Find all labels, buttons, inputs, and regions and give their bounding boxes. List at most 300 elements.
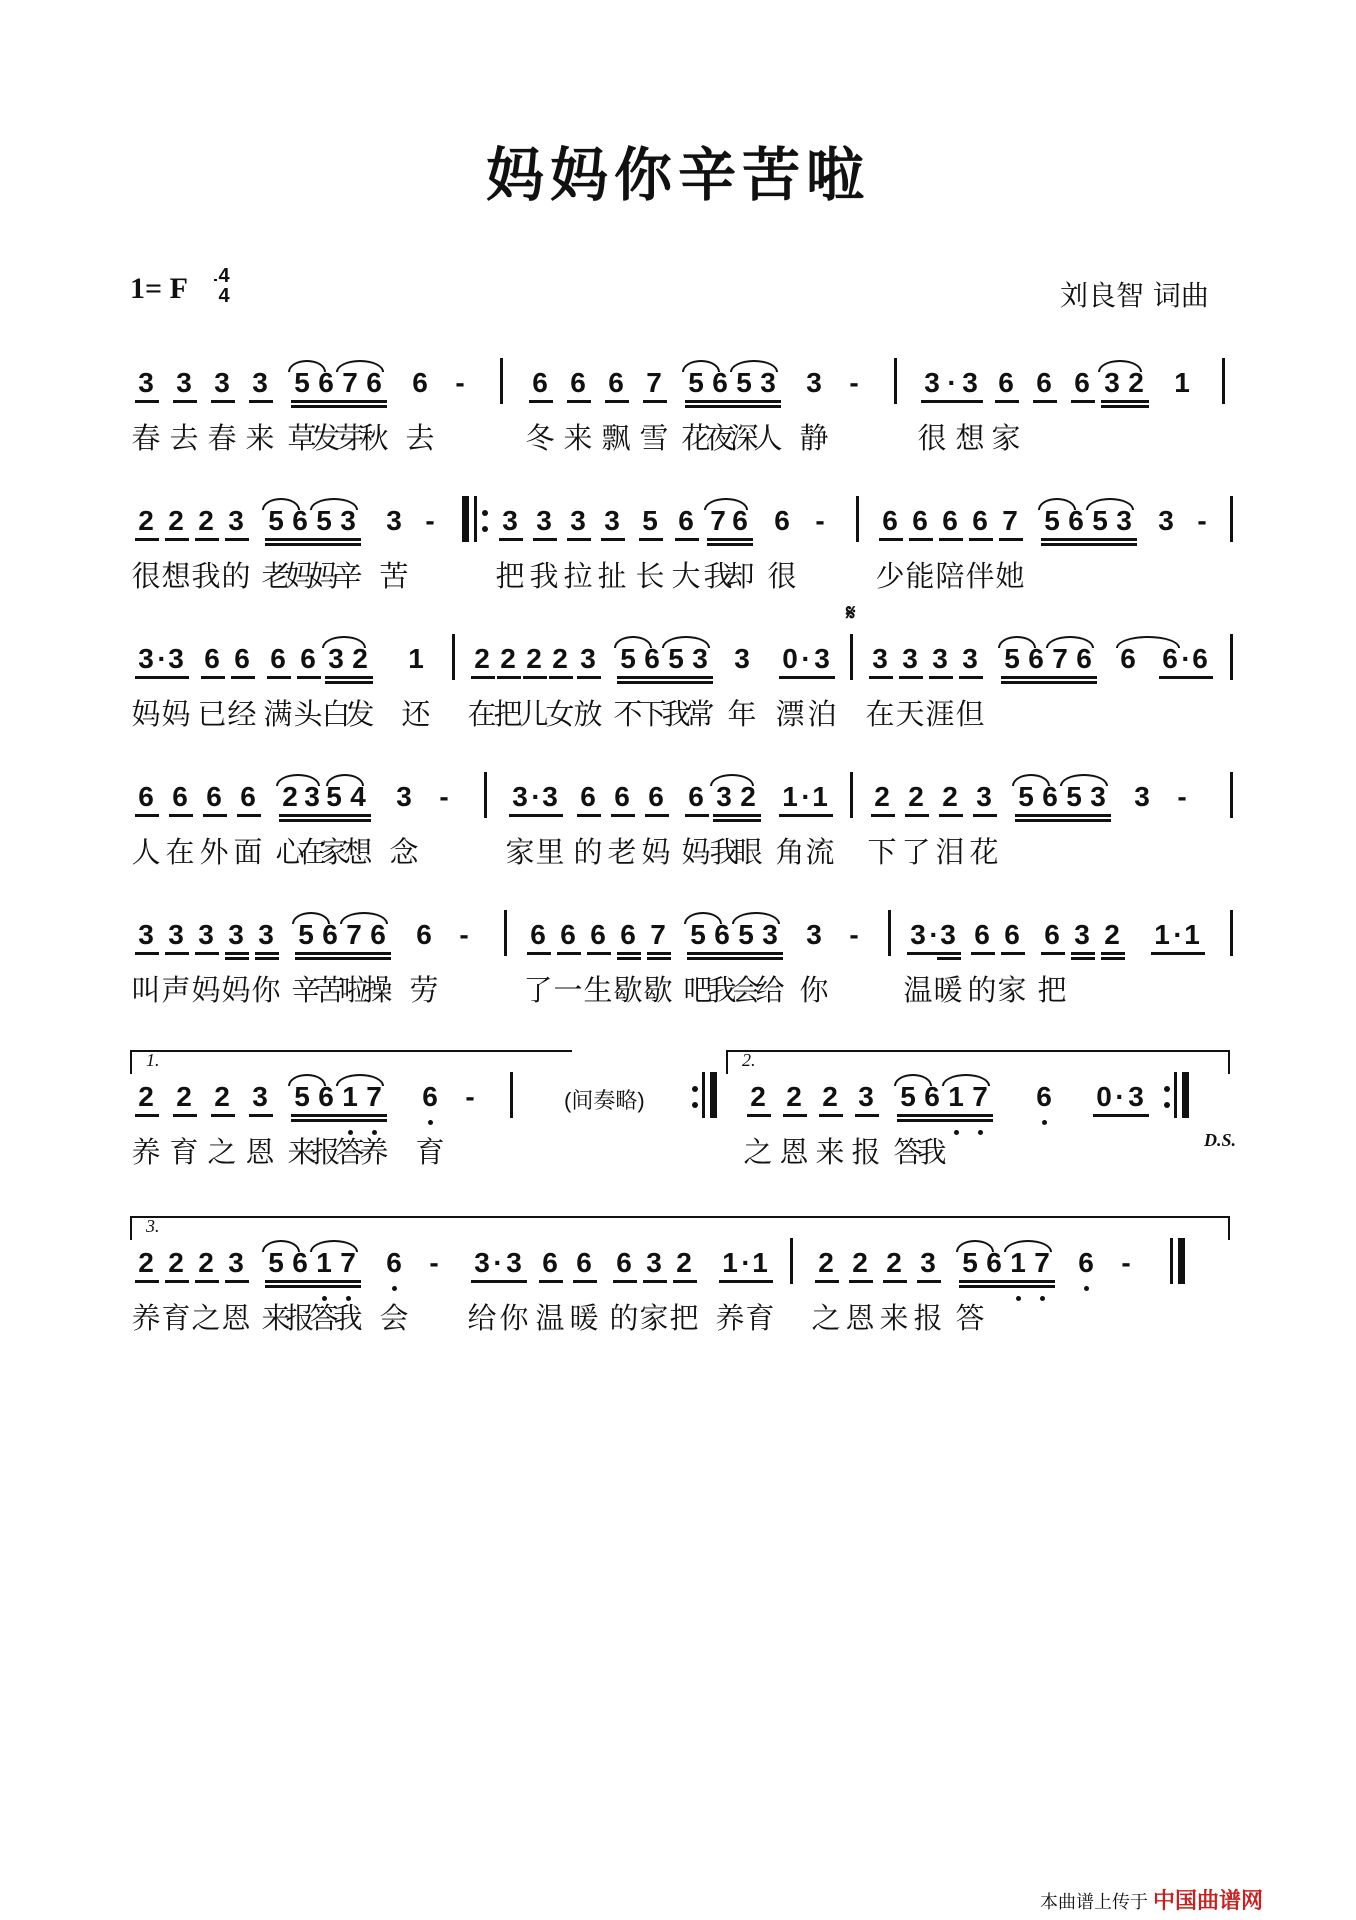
beam-line <box>1001 676 1025 679</box>
lower-octave-dot <box>954 1130 959 1135</box>
beam-line <box>969 1119 993 1122</box>
score-line-6 <box>0 1050 1356 1180</box>
beam-line <box>291 400 315 403</box>
slur <box>262 1240 300 1252</box>
beam-line <box>367 952 391 955</box>
lyric-syllable: 我 <box>917 1135 947 1169</box>
final-barline <box>1170 1238 1173 1284</box>
beam-line <box>337 538 361 541</box>
lyric-syllable: 育 <box>745 1301 775 1335</box>
note: 6 <box>714 919 730 950</box>
note: 6 <box>412 367 428 398</box>
beam-line <box>849 1280 873 1283</box>
beam-line <box>1063 819 1087 822</box>
note: 5 <box>1044 505 1060 536</box>
lyric-syllable: 的 <box>609 1301 639 1335</box>
lyric-syllable: 在 <box>865 697 895 731</box>
note: 3 <box>872 643 888 674</box>
slur <box>326 774 364 786</box>
lyric-syllable: 养 <box>715 1301 745 1335</box>
slur <box>998 636 1036 648</box>
note: 2 <box>500 643 516 674</box>
beam-line <box>279 819 303 822</box>
note: 2 <box>552 643 568 674</box>
note: 7 <box>972 1081 988 1112</box>
slur <box>1004 1240 1052 1252</box>
note: 6 <box>416 919 432 950</box>
score-line-4 <box>0 760 1356 880</box>
lyric-syllable: 发 <box>311 421 341 455</box>
slur <box>1046 636 1094 648</box>
lyric-syllable: 报 <box>913 1301 943 1335</box>
beam-line <box>759 952 783 955</box>
lyric-syllable: 的 <box>221 559 251 593</box>
lyric-syllable: 操 <box>363 973 393 1007</box>
beam-line <box>1065 543 1089 546</box>
lyric-syllable: 很 <box>767 559 797 593</box>
note: 7 <box>340 1247 356 1278</box>
note: 3 <box>1090 781 1106 812</box>
notes-row <box>130 898 1230 962</box>
beam-line <box>713 814 737 817</box>
lyric-syllable: 你 <box>799 973 829 1007</box>
lyric-syllable: 角 <box>775 835 805 869</box>
lyric-syllable: 叫 <box>131 973 161 1007</box>
beam-line <box>983 1280 1007 1283</box>
note: 6 <box>386 1247 402 1278</box>
note: 3 <box>512 781 528 812</box>
lyric-syllable: 之 <box>811 1301 841 1335</box>
beam-line <box>1033 400 1057 403</box>
barline <box>1230 634 1233 680</box>
beam-line <box>1007 1285 1031 1288</box>
final-barline <box>1178 1238 1185 1284</box>
slur <box>894 1074 932 1086</box>
note: 6 <box>570 367 586 398</box>
lyric-syllable: 来 <box>563 421 593 455</box>
note: 3 <box>396 781 412 812</box>
lyric-syllable: 还 <box>401 697 431 731</box>
volta-3-label: 3. <box>146 1216 160 1236</box>
note: 2 <box>676 1247 692 1278</box>
note: 6 <box>942 505 958 536</box>
repeat-start-barline <box>482 510 488 516</box>
slur <box>682 360 720 372</box>
note: · <box>1115 1081 1125 1112</box>
note: 3 <box>328 643 344 674</box>
beam-line <box>613 1280 637 1283</box>
beam-line <box>315 405 339 408</box>
lyric-syllable: 养 <box>131 1301 161 1335</box>
note: 6 <box>1068 505 1084 536</box>
beam-line <box>173 1114 197 1117</box>
beam-line <box>815 1280 839 1283</box>
lyric-syllable: 答 <box>893 1135 923 1169</box>
lyric-syllable: 了 <box>901 835 931 869</box>
note: 6 <box>580 781 596 812</box>
note: 5 <box>668 643 684 674</box>
lyric-syllable: 生 <box>583 973 613 1007</box>
beam-line <box>709 400 733 403</box>
lyric-syllable: 女 <box>545 697 575 731</box>
beam-line <box>337 543 361 546</box>
note: 2 <box>526 643 542 674</box>
note: 6 <box>206 781 222 812</box>
slur <box>336 360 384 372</box>
note: 6 <box>138 781 154 812</box>
note: 7 <box>650 919 666 950</box>
beam-line <box>689 676 713 679</box>
lyric-syllable: 眼 <box>733 835 763 869</box>
lyric-syllable: 家 <box>639 1301 669 1335</box>
lyric-syllable: 我 <box>661 697 691 731</box>
note: · <box>801 781 811 812</box>
beam-line <box>573 1280 597 1283</box>
beam-line <box>757 405 781 408</box>
note: 1 <box>408 643 424 674</box>
note: 3 <box>814 643 830 674</box>
lyric-syllable: 你 <box>499 1301 529 1335</box>
lyric-syllable: 家 <box>505 835 535 869</box>
note: 0 <box>1096 1081 1112 1112</box>
lyric-syllable: 在 <box>297 835 327 869</box>
note: 5 <box>326 781 342 812</box>
lyric-syllable: 把 <box>669 1301 699 1335</box>
lyric-syllable: 育 <box>169 1135 199 1169</box>
note: 3 <box>902 643 918 674</box>
note: 6 <box>712 367 728 398</box>
beam-line <box>1113 538 1137 541</box>
beam-line <box>899 676 923 679</box>
note: 6 <box>204 643 220 674</box>
repeat-dot <box>692 1102 698 1108</box>
note: 6 <box>924 1081 940 1112</box>
beam-line <box>319 957 343 960</box>
volta-2-label: 2. <box>742 1050 756 1070</box>
beam-line <box>757 400 781 403</box>
slur <box>322 636 366 648</box>
beam-line <box>665 676 689 679</box>
beam-line <box>289 1280 313 1283</box>
note: 6 <box>1078 1247 1094 1278</box>
note: 6 <box>292 1247 308 1278</box>
beam-line <box>1189 676 1213 679</box>
note: 6 <box>608 367 624 398</box>
lower-octave-dot <box>1042 1120 1047 1125</box>
final-barline <box>702 1072 705 1118</box>
notes-row <box>130 760 1230 824</box>
note: 6 <box>318 1081 334 1112</box>
beam-line <box>643 400 667 403</box>
beam-line <box>135 952 159 955</box>
lyric-syllable: 把 <box>1037 973 1067 1007</box>
note: 3 <box>570 505 586 536</box>
note: 6 <box>370 919 386 950</box>
note: 1 <box>342 1081 358 1112</box>
note: 3 <box>762 919 778 950</box>
note: 5 <box>736 367 752 398</box>
beam-line <box>809 814 833 817</box>
note: 2 <box>474 643 490 674</box>
beam-line <box>135 400 159 403</box>
beam-line <box>687 952 711 955</box>
beam-line <box>729 543 753 546</box>
note: 2 <box>176 1081 192 1112</box>
beam-line <box>969 538 993 541</box>
beam-line <box>319 952 343 955</box>
slur <box>340 912 388 924</box>
note: · <box>531 781 541 812</box>
note: · <box>801 643 811 674</box>
note: 6 <box>688 781 704 812</box>
slur <box>1060 774 1108 786</box>
beam-line <box>735 957 759 960</box>
beam-line <box>289 1285 313 1288</box>
dash-extension: - <box>439 781 449 812</box>
note: 2 <box>908 781 924 812</box>
lower-octave-dot <box>1040 1296 1045 1301</box>
beam-line <box>909 538 933 541</box>
beam-line <box>1041 538 1065 541</box>
note: 3 <box>536 505 552 536</box>
beam-line <box>289 543 313 546</box>
lyric-syllable: 春 <box>131 421 161 455</box>
lyric-syllable: 了 <box>523 973 553 1007</box>
beam-line <box>929 676 953 679</box>
note: 6 <box>644 643 660 674</box>
note: 6 <box>292 505 308 536</box>
beam-line <box>675 538 699 541</box>
note: 7 <box>1002 505 1018 536</box>
lyric-syllable: 给 <box>755 973 785 1007</box>
repeat-start-barline <box>474 496 477 542</box>
note: 7 <box>646 367 662 398</box>
note: 5 <box>642 505 658 536</box>
lyric-syllable: 歇 <box>643 973 673 1007</box>
lower-octave-dot <box>428 1120 433 1125</box>
beam-line <box>869 676 893 679</box>
lyric-syllable: 给 <box>467 1301 497 1335</box>
beam-line <box>1039 814 1063 817</box>
lyric-syllable: 家 <box>319 835 349 869</box>
note: 6 <box>422 1081 438 1112</box>
note: 6 <box>1042 781 1058 812</box>
note: 6 <box>560 919 576 950</box>
volta-1-label: 1. <box>146 1050 160 1070</box>
note: 6 <box>318 367 334 398</box>
lyric-syllable: 去 <box>405 421 435 455</box>
beam-line <box>759 957 783 960</box>
beam-line <box>673 1280 697 1283</box>
interlude-note: (间奏略) <box>564 1088 645 1113</box>
lyric-syllable: 想 <box>955 421 985 455</box>
note: 7 <box>1052 643 1068 674</box>
beam-line <box>685 400 709 403</box>
note: 3 <box>604 505 620 536</box>
note: 5 <box>1018 781 1034 812</box>
note: 5 <box>268 1247 284 1278</box>
slur <box>704 498 748 510</box>
note: 3 <box>932 643 948 674</box>
note: 6 <box>912 505 928 536</box>
barline <box>1230 772 1233 818</box>
beam-line <box>617 676 641 679</box>
lyric-syllable: 家 <box>991 421 1021 455</box>
note: 6 <box>1162 643 1178 674</box>
lyric-syllable: 的 <box>573 835 603 869</box>
dash-extension: - <box>849 367 859 398</box>
beam-line <box>265 1285 289 1288</box>
note: 6 <box>620 919 636 950</box>
lyric-syllable: 妈 <box>161 697 191 731</box>
note: 3 <box>962 643 978 674</box>
note: 6 <box>1044 919 1060 950</box>
beam-line <box>497 676 521 679</box>
lyric-syllable: 之 <box>743 1135 773 1169</box>
slur <box>662 636 710 648</box>
beam-line <box>819 1114 843 1117</box>
beam-line <box>165 676 189 679</box>
beam-line <box>343 957 367 960</box>
lyric-syllable: 养 <box>359 1135 389 1169</box>
note: · <box>741 1247 751 1278</box>
slur <box>1086 498 1134 510</box>
note: 6 <box>366 367 382 398</box>
note: 2 <box>168 1247 184 1278</box>
lyric-syllable: 育 <box>161 1301 191 1335</box>
beam-line <box>255 957 279 960</box>
note: 1 <box>812 781 828 812</box>
beam-line <box>937 952 961 955</box>
beam-line <box>135 538 159 541</box>
lyric-syllable: 把 <box>495 559 525 593</box>
beam-line <box>645 814 669 817</box>
lyric-syllable: 我 <box>333 1301 363 1335</box>
lyric-syllable: 我 <box>707 973 737 1007</box>
note: 6 <box>1028 643 1044 674</box>
lyric-syllable: 我 <box>703 559 733 593</box>
slur <box>942 1074 990 1086</box>
note: 2 <box>138 1081 154 1112</box>
lyric-syllable: 暖 <box>569 1301 599 1335</box>
song-title: 妈妈你辛苦啦 <box>485 141 870 209</box>
beam-line <box>363 1119 387 1122</box>
lyric-syllable: 草 <box>287 421 317 455</box>
beam-line <box>921 1119 945 1122</box>
lyric-syllable: 不 <box>613 697 643 731</box>
beam-line <box>647 952 671 955</box>
beam-line <box>225 957 249 960</box>
beam-line <box>315 1114 339 1117</box>
note: 3 <box>858 1081 874 1112</box>
lyric-syllable: 常 <box>685 697 715 731</box>
lyric-syllable: 流 <box>805 835 835 869</box>
beam-line <box>1015 819 1039 822</box>
beam-line <box>905 814 929 817</box>
note: 3 <box>542 781 558 812</box>
beam-line <box>527 952 551 955</box>
lyric-syllable: 老 <box>607 835 637 869</box>
lyric-syllable: 来 <box>879 1301 909 1335</box>
beam-line <box>135 1114 159 1117</box>
barline <box>850 772 853 818</box>
lyric-syllable: 之 <box>191 1301 221 1335</box>
note: 5 <box>620 643 636 674</box>
note: 6 <box>270 643 286 674</box>
lyric-syllable: 劳 <box>409 973 439 1007</box>
note: 2 <box>886 1247 902 1278</box>
beam-line <box>945 1119 969 1122</box>
note: 5 <box>1092 505 1108 536</box>
note: 2 <box>138 1247 154 1278</box>
beam-line <box>685 405 709 408</box>
beam-line <box>737 819 761 822</box>
lyric-syllable: 头 <box>293 697 323 731</box>
score-line-2 <box>0 484 1356 604</box>
beam-line <box>1071 952 1095 955</box>
beam-line <box>301 814 325 817</box>
note: 6 <box>614 781 630 812</box>
lyric-syllable: 人 <box>131 835 161 869</box>
beam-line <box>349 681 373 684</box>
dash-extension: - <box>849 919 859 950</box>
note: 2 <box>786 1081 802 1112</box>
beam-line <box>339 1114 363 1117</box>
note: 6 <box>542 1247 558 1278</box>
note: 6 <box>590 919 606 950</box>
note: 3 <box>168 643 184 674</box>
beam-line <box>577 814 601 817</box>
dash-extension: - <box>459 919 469 950</box>
note: 5 <box>962 1247 978 1278</box>
beam-line <box>313 1280 337 1283</box>
note: 2 <box>942 781 958 812</box>
note: 3 <box>138 919 154 950</box>
dash-extension: - <box>455 367 465 398</box>
note: 3 <box>734 643 750 674</box>
lyric-syllable: 会 <box>379 1301 409 1335</box>
beam-line <box>617 952 641 955</box>
beam-line <box>539 1280 563 1283</box>
dash-extension: - <box>465 1081 475 1112</box>
volta-1 <box>130 1050 572 1074</box>
note: 1 <box>1174 367 1190 398</box>
lyric-syllable: 老 <box>261 559 291 593</box>
beam-line <box>577 676 601 679</box>
barline <box>1222 358 1225 404</box>
lyric-syllable: 扯 <box>597 559 627 593</box>
beam-line <box>313 538 337 541</box>
note: 3 <box>1074 919 1090 950</box>
lyric-syllable: 放 <box>573 697 603 731</box>
note: 3 <box>646 1247 662 1278</box>
note: 3 <box>1128 1081 1144 1112</box>
beam-line <box>711 952 735 955</box>
composer-credit: 刘良智 词曲 <box>1060 279 1209 312</box>
beam-line <box>301 819 325 822</box>
beam-line <box>711 957 735 960</box>
note: 6 <box>532 367 548 398</box>
lyric-syllable: 想 <box>343 835 373 869</box>
note: 6 <box>240 781 256 812</box>
slur <box>1116 636 1180 648</box>
repeat-start-barline <box>482 526 488 532</box>
beam-line <box>265 1280 289 1283</box>
note: 3 <box>1158 505 1174 536</box>
note: 6 <box>1036 1081 1052 1112</box>
beam-line <box>643 1280 667 1283</box>
repeat-dot <box>692 1086 698 1092</box>
